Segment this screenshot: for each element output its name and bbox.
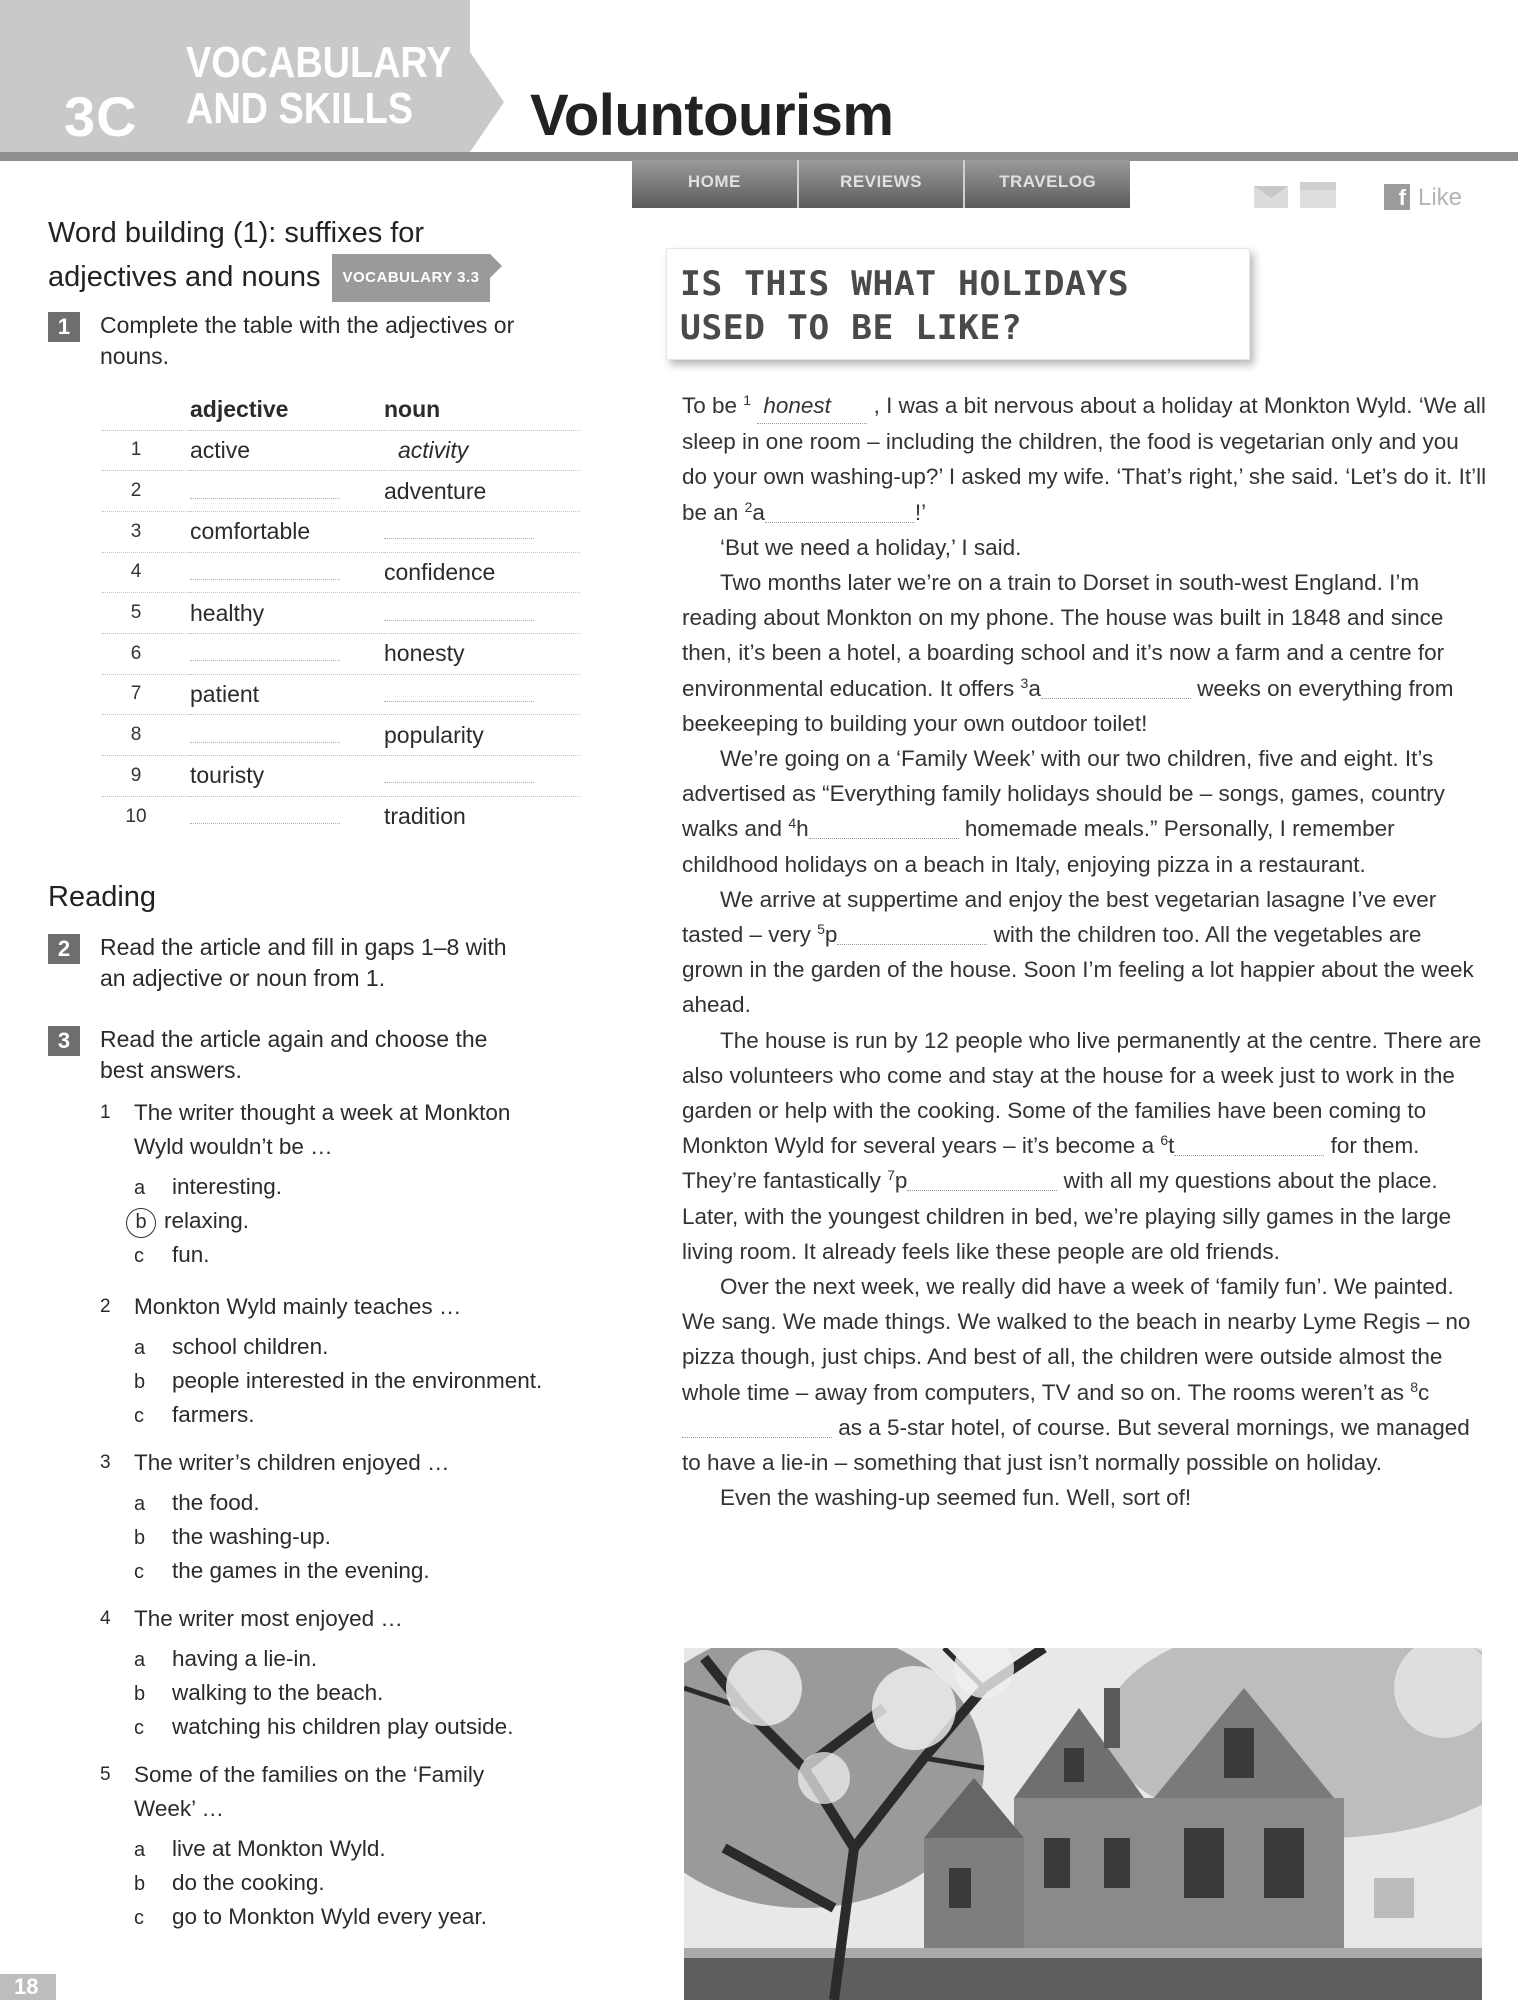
exercise-2-instruction: Read the article and fill in gaps 1–8 with an adjective or noun from 1. xyxy=(100,934,507,991)
table-row xyxy=(102,756,580,797)
option-text: walking to the beach. xyxy=(172,1680,384,1705)
exercise-2-number: 2 xyxy=(48,934,80,964)
adjective-cell: active xyxy=(190,430,384,471)
noun-blank[interactable] xyxy=(384,756,580,797)
nav-tab-reviews[interactable]: REVIEWS xyxy=(799,160,966,208)
adjective-cell: touristy xyxy=(190,756,384,797)
answer-option[interactable] xyxy=(134,1364,542,1398)
adjective-blank[interactable] xyxy=(190,633,384,674)
page-number: 18 xyxy=(0,1974,56,2000)
noun-cell: confidence xyxy=(384,552,580,593)
option-text: farmers. xyxy=(172,1402,255,1427)
gap-3[interactable] xyxy=(1041,677,1191,699)
table-row xyxy=(102,674,580,715)
adjective-blank[interactable] xyxy=(190,796,384,837)
question-number: 5 xyxy=(100,1764,111,1785)
row-number: 3 xyxy=(102,511,190,552)
gap-4[interactable] xyxy=(809,817,959,839)
option-letter: c xyxy=(134,1717,144,1739)
article-body xyxy=(682,388,1488,1516)
gap-7[interactable] xyxy=(907,1169,1057,1191)
vocabulary-reference-badge: VOCABULARY 3.3 xyxy=(332,254,489,302)
article-paragraph-8: Even the washing-up seemed fun. Well, sort of! xyxy=(720,1485,1192,1511)
row-number: 1 xyxy=(102,430,190,471)
table-row xyxy=(102,633,580,674)
mail-icon[interactable] xyxy=(1254,186,1288,208)
answer-option[interactable] xyxy=(134,1520,331,1554)
question-stem: The writer thought a week at Monkton Wyld wouldn’t be … xyxy=(134,1100,511,1159)
column-header-adjective: adjective xyxy=(190,396,289,423)
unit-label-line2: AND SKILLS xyxy=(186,84,414,133)
answer-option[interactable] xyxy=(134,1676,383,1710)
exercise-3-instruction: Read the article again and choose the best answers. xyxy=(100,1026,488,1083)
row-number: 6 xyxy=(102,633,190,674)
nav-tab-travelog[interactable]: TRAVELOG xyxy=(999,172,1097,191)
noun-blank[interactable] xyxy=(384,674,580,715)
article-paragraph-7: Over the next week, we really did have a week of ‘family fun’. We painted. We sang. We made things. We walked to the beach in nearby Lyme Regis – no pizza though, just chips. And best of all, the children were outside almost the whole time – away from computers, TV and so on. The rooms weren’t as $^8$c as a 5-star hotel, of course. But several mornings, we managed to have a lie-in – something that just isn’t normally possible on holiday. xyxy=(682,1274,1471,1476)
nav-tab-home[interactable]: HOME xyxy=(632,160,799,208)
unit-label-line1: VOCABULARY xyxy=(186,38,452,87)
option-text: fun. xyxy=(172,1242,210,1267)
row-number: 9 xyxy=(102,756,190,797)
unit-code: 3C xyxy=(64,85,138,148)
section-title-word-building xyxy=(48,212,490,302)
answer-option[interactable] xyxy=(134,1554,430,1588)
table-row xyxy=(102,471,580,512)
question-stem: Monkton Wyld mainly teaches … xyxy=(134,1294,462,1319)
option-letter: c xyxy=(134,1561,144,1583)
gap-1-answer: honest xyxy=(757,388,867,424)
column-header-noun: noun xyxy=(384,396,441,423)
answer-option[interactable] xyxy=(134,1832,386,1866)
noun-cell: adventure xyxy=(384,471,580,512)
answer-option[interactable] xyxy=(134,1900,487,1934)
option-text: people interested in the environment. xyxy=(172,1368,543,1393)
question-stem: Some of the families on the ‘Family Week’ … xyxy=(134,1762,485,1821)
answer-option[interactable] xyxy=(134,1398,255,1432)
answer-option[interactable] xyxy=(134,1486,260,1520)
question-number: 1 xyxy=(100,1102,111,1123)
option-letter: a xyxy=(134,1337,146,1359)
option-text: the games in the evening. xyxy=(172,1558,430,1583)
option-letter: c xyxy=(134,1405,144,1427)
answer-option[interactable] xyxy=(134,1204,249,1238)
unit-label xyxy=(186,40,452,132)
adjective-blank[interactable] xyxy=(190,715,384,756)
gap-6[interactable] xyxy=(1174,1134,1324,1156)
page-title: Voluntourism xyxy=(530,83,894,148)
option-letter: b xyxy=(126,1208,156,1238)
vocabulary-table xyxy=(102,390,580,837)
table-row xyxy=(102,715,580,756)
print-icon[interactable] xyxy=(1300,182,1336,208)
section-title-line1: Word building (1): suffixes for xyxy=(48,217,425,249)
option-text: school children. xyxy=(172,1334,329,1359)
option-letter: c xyxy=(134,1907,144,1929)
article-paragraph-1: To be $^1$ honest , I was a bit nervous about a holiday at Monkton Wyld. ‘We all sleep in one room – including the children, the food is vegetarian only and you do your own washing-up?’ I asked my wife. ‘That’s right,’ she said. ‘Let’s do it. It’ll be an $^2$a !’ xyxy=(682,388,1488,530)
option-letter: c xyxy=(134,1245,144,1267)
noun-blank[interactable] xyxy=(384,511,580,552)
row-number: 10 xyxy=(102,796,190,837)
row-number: 5 xyxy=(102,593,190,634)
question-number: 3 xyxy=(100,1452,111,1473)
table-row xyxy=(102,552,580,593)
adjective-cell: patient xyxy=(190,674,384,715)
article-paragraph-3: Two months later we’re on a train to Dorset in south-west England. I’m reading about Monkton on my phone. The house was built in 1848 and since then, it’s been a hotel, a boarding school and it’s now a farm and a centre for environmental education. It offers $^3$a weeks on everything from beekeeping to building your own outdoor toilet! xyxy=(682,570,1454,736)
answer-option[interactable] xyxy=(134,1170,282,1204)
monkton-wyld-house-photo xyxy=(684,1648,1482,2000)
noun-blank[interactable] xyxy=(384,593,580,634)
like-button[interactable]: Like xyxy=(1418,184,1463,211)
question-number: 2 xyxy=(100,1296,111,1317)
article-paragraph-2: ‘But we need a holiday,’ I said. xyxy=(720,534,1022,560)
option-text: having a lie-in. xyxy=(172,1646,318,1671)
option-letter: a xyxy=(134,1177,146,1199)
exercise-1-instruction: Complete the table with the adjectives or nouns. xyxy=(100,312,515,369)
website-nav-bar xyxy=(632,160,1130,208)
article-paragraph-5: We arrive at suppertime and enjoy the best vegetarian lasagne I’ve ever tasted – very $^5$p with the children too. All the vegetables are grown in the garden of the house. Soon I’m feeling a lot happier about the week ahead. xyxy=(682,886,1474,1018)
option-text: do the cooking. xyxy=(172,1870,325,1895)
option-text: go to Monkton Wyld every year. xyxy=(172,1904,487,1929)
row-number: 2 xyxy=(102,471,190,512)
answer-option[interactable] xyxy=(134,1710,513,1744)
option-letter: a xyxy=(134,1839,146,1861)
table-row xyxy=(102,796,580,837)
adjective-cell: healthy xyxy=(190,593,384,634)
house-photo-illustration xyxy=(684,1648,1482,2000)
section-title-reading: Reading xyxy=(48,881,157,913)
option-text: watching his children play outside. xyxy=(172,1714,514,1739)
row-number: 8 xyxy=(102,715,190,756)
option-letter: a xyxy=(134,1649,146,1671)
option-text: relaxing. xyxy=(164,1208,250,1233)
option-letter: a xyxy=(134,1493,146,1515)
gap-2[interactable] xyxy=(765,501,915,523)
answer-option[interactable] xyxy=(134,1330,328,1364)
article-paragraph-6: The house is run by 12 people who live permanently at the centre. There are also volunteers who come and stay at the house for a week just to work in the garden or help with the cooking. Some of the families have been coming to Monkton Wyld for several years – it’s become a $^6$t for them. They’re fantastically $^7$p with all my questions about the place. Later, with the youngest children in bed, we’re playing silly games in the large living room. It already feels like these people are old friends. xyxy=(682,1027,1482,1264)
option-text: interesting. xyxy=(172,1174,283,1199)
adjective-cell: comfortable xyxy=(190,511,384,552)
question-stem: The writer most enjoyed … xyxy=(134,1606,403,1631)
option-letter: b xyxy=(134,1371,146,1393)
noun-cell: activity xyxy=(384,430,580,471)
gap-5[interactable] xyxy=(837,923,987,945)
option-text: live at Monkton Wyld. xyxy=(172,1836,386,1861)
answer-option[interactable] xyxy=(134,1866,325,1900)
noun-cell: popularity xyxy=(384,715,580,756)
exercise-1-number: 1 xyxy=(48,312,80,342)
option-letter: b xyxy=(134,1873,146,1895)
question-number: 4 xyxy=(100,1608,111,1629)
adjective-blank[interactable] xyxy=(190,552,384,593)
table-row xyxy=(102,593,580,634)
facebook-icon[interactable]: f xyxy=(1384,184,1410,210)
article-title: IS THIS WHAT HOLIDAYS USED TO BE LIKE? xyxy=(680,264,1130,348)
gap-8[interactable] xyxy=(682,1416,832,1438)
article-paragraph-4: We’re going on a ‘Family Week’ with our two children, five and eight. It’s advertised as “Everything family holidays should be – songs, games, country walks and $^4$h homemade meals.” Personally, I remember childhood holidays on a beach in Italy, enjoying pizza in a restaurant. xyxy=(682,746,1445,877)
answer-option[interactable] xyxy=(134,1642,317,1676)
noun-cell: tradition xyxy=(384,796,580,837)
row-number: 4 xyxy=(102,552,190,593)
table-row xyxy=(102,430,580,471)
option-letter: b xyxy=(134,1683,146,1705)
answer-option[interactable] xyxy=(134,1238,210,1272)
question-stem: The writer’s children enjoyed … xyxy=(134,1450,450,1475)
adjective-blank[interactable] xyxy=(190,471,384,512)
option-text: the washing-up. xyxy=(172,1524,331,1549)
table-row xyxy=(102,511,580,552)
noun-cell: honesty xyxy=(384,633,580,674)
row-number: 7 xyxy=(102,674,190,715)
option-letter: b xyxy=(134,1527,146,1549)
unit-banner-arrow xyxy=(470,52,504,152)
option-text: the food. xyxy=(172,1490,260,1515)
section-title-line2: adjectives and nouns VOCABULARY 3.3 xyxy=(48,254,490,302)
exercise-3-number: 3 xyxy=(48,1026,80,1056)
